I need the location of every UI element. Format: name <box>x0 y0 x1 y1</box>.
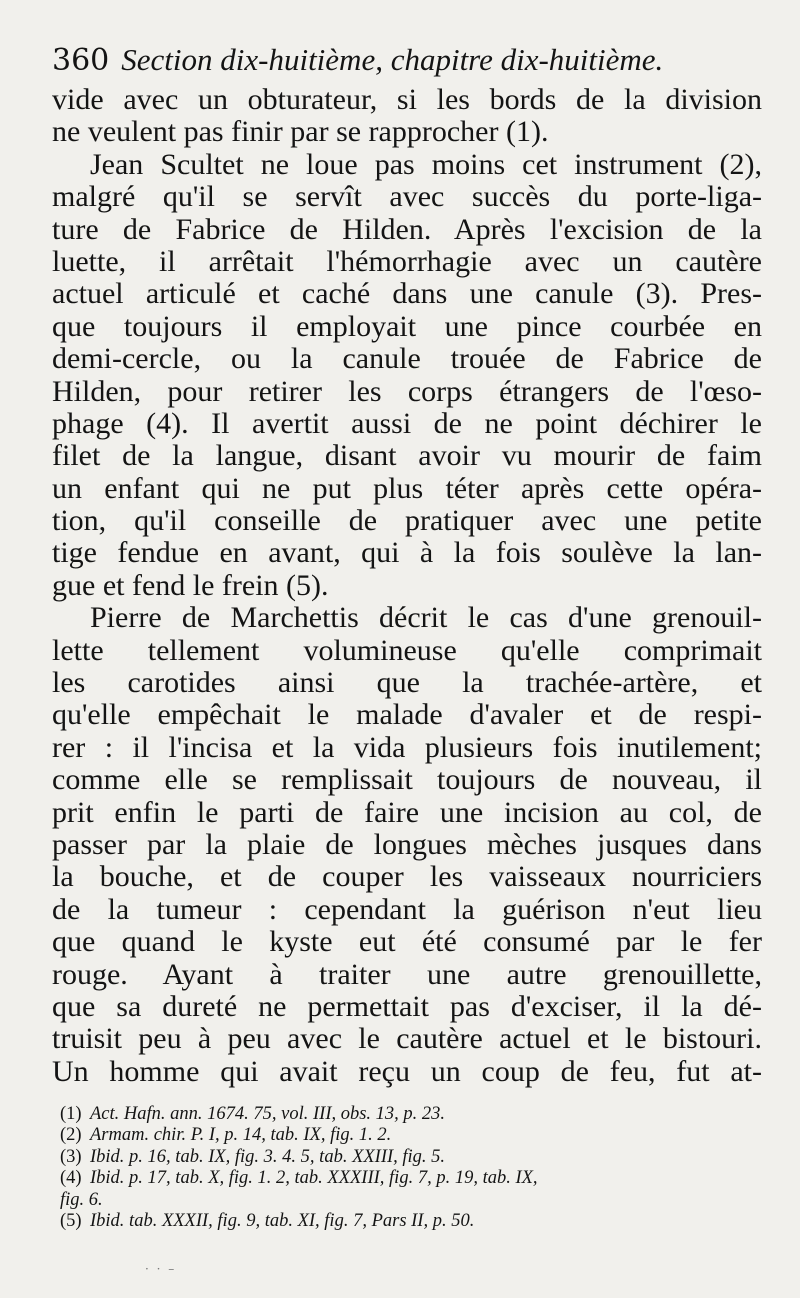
text-line: gue et fend le frein (5). <box>52 568 329 602</box>
footnote-number: (5) <box>60 1210 82 1231</box>
text-line: Pierre de Marchettis décrit le cas d'une grenouil- <box>90 601 762 635</box>
footnote-number: (2) <box>60 1125 82 1146</box>
footnote-number: (1) <box>60 1104 82 1124</box>
text-line: de la tumeur : cependant la guérison n'eut lieu <box>52 892 762 926</box>
footnote <box>60 1211 760 1232</box>
main-text <box>52 84 762 1088</box>
text-line: lette tellement volumineuse qu'elle comprimait <box>52 633 762 667</box>
text-line: luette, il arrêtait l'hémorrhagie avec un cautère <box>52 244 762 278</box>
text-line: vide avec un obturateur, si les bords de la division <box>52 83 762 116</box>
footnote-text: Armam. chir. P. I, p. 14, tab. IX, fig. 1. 2. <box>90 1125 392 1146</box>
text-line: ture de Fabrice de Hilden. Après l'excision de la <box>52 212 762 246</box>
text-line: passer par la plaie de longues mèches jusques dans <box>52 827 762 861</box>
text-line: les carotides ainsi que la trachée-artère, et <box>52 666 762 700</box>
footnote <box>60 1168 760 1189</box>
text-line: la bouche, et de couper les vaisseaux nourriciers <box>52 860 762 894</box>
footnote-text: fig. 6. <box>60 1189 103 1210</box>
footnote <box>60 1104 760 1125</box>
page-number: 360 <box>52 43 110 78</box>
text-line: Un homme qui avait reçu un coup de feu, fut at- <box>52 1054 762 1088</box>
footnote-text: Act. Hafn. ann. 1674. 75, vol. III, obs. 13, p. 23. <box>90 1104 446 1124</box>
text-line: que quand le kyste eut été consumé par le fer <box>52 925 762 959</box>
text-line: tion, qu'il conseille de pratiquer avec une petite <box>52 504 762 538</box>
text-line: rouge. Ayant à traiter une autre grenouillette, <box>52 957 762 991</box>
text-line: phage (4). Il avertit aussi de ne point déchirer le <box>52 406 762 440</box>
print-smudge: · · – <box>145 1262 177 1276</box>
text-line: filet de la langue, disant avoir vu mourir de faim <box>52 439 762 473</box>
footnote <box>60 1147 760 1168</box>
text-line: comme elle se remplissait toujours de nouveau, il <box>52 763 762 797</box>
text-line: truisit peu à peu avec le cautère actuel et le bistouri. <box>52 1022 762 1056</box>
text-line: prit enfin le parti de faire une incision au col, de <box>52 795 762 829</box>
footnotes <box>60 1104 760 1232</box>
text-line: que sa dureté ne permettait pas d'exciser, il la dé- <box>52 989 762 1023</box>
text-line: un enfant qui ne put plus téter après cette opéra- <box>52 471 762 505</box>
text-line: Hilden, pour retirer les corps étrangers de l'œso- <box>52 374 762 408</box>
footnote-text: Ibid. p. 17, tab. X, fig. 1. 2, tab. XXXIII, fig. 7, p. 19, tab. IX, <box>90 1168 538 1189</box>
footnote-text: Ibid. p. 16, tab. IX, fig. 3. 4. 5, tab. XXIII, fig. 5. <box>90 1146 446 1167</box>
text-line: rer : il l'incisa et la vida plusieurs fois inutilement; <box>52 730 762 764</box>
footnote <box>60 1125 760 1146</box>
text-line: actuel articulé et caché dans une canule (3). Pres- <box>52 277 762 311</box>
footnote-number: (4) <box>60 1168 82 1189</box>
text-line: Jean Scultet ne loue pas moins cet instrument (2), <box>90 147 762 181</box>
text-line: que toujours il employait une pince courbée en <box>52 309 762 343</box>
footnote-text: Ibid. tab. XXXII, fig. 9, tab. XI, fig. 7, Pars II, p. 50. <box>90 1210 475 1231</box>
text-line: tige fendue en avant, qui à la fois soulève la lan- <box>52 536 762 570</box>
footnote-continuation <box>60 1190 760 1211</box>
running-title: Section dix-huitième, chapitre dix-huitième. <box>121 42 664 77</box>
text-line: demi-cercle, ou la canule trouée de Fabrice de <box>52 342 762 376</box>
text-line: qu'elle empêchait le malade d'avaler et de respi- <box>52 698 762 732</box>
text-line: malgré qu'il se servît avec succès du porte-liga- <box>52 180 762 214</box>
page-header <box>52 42 762 79</box>
footnote-number: (3) <box>60 1146 82 1167</box>
text-line: ne veulent pas finir par se rapprocher (1). <box>52 115 549 149</box>
